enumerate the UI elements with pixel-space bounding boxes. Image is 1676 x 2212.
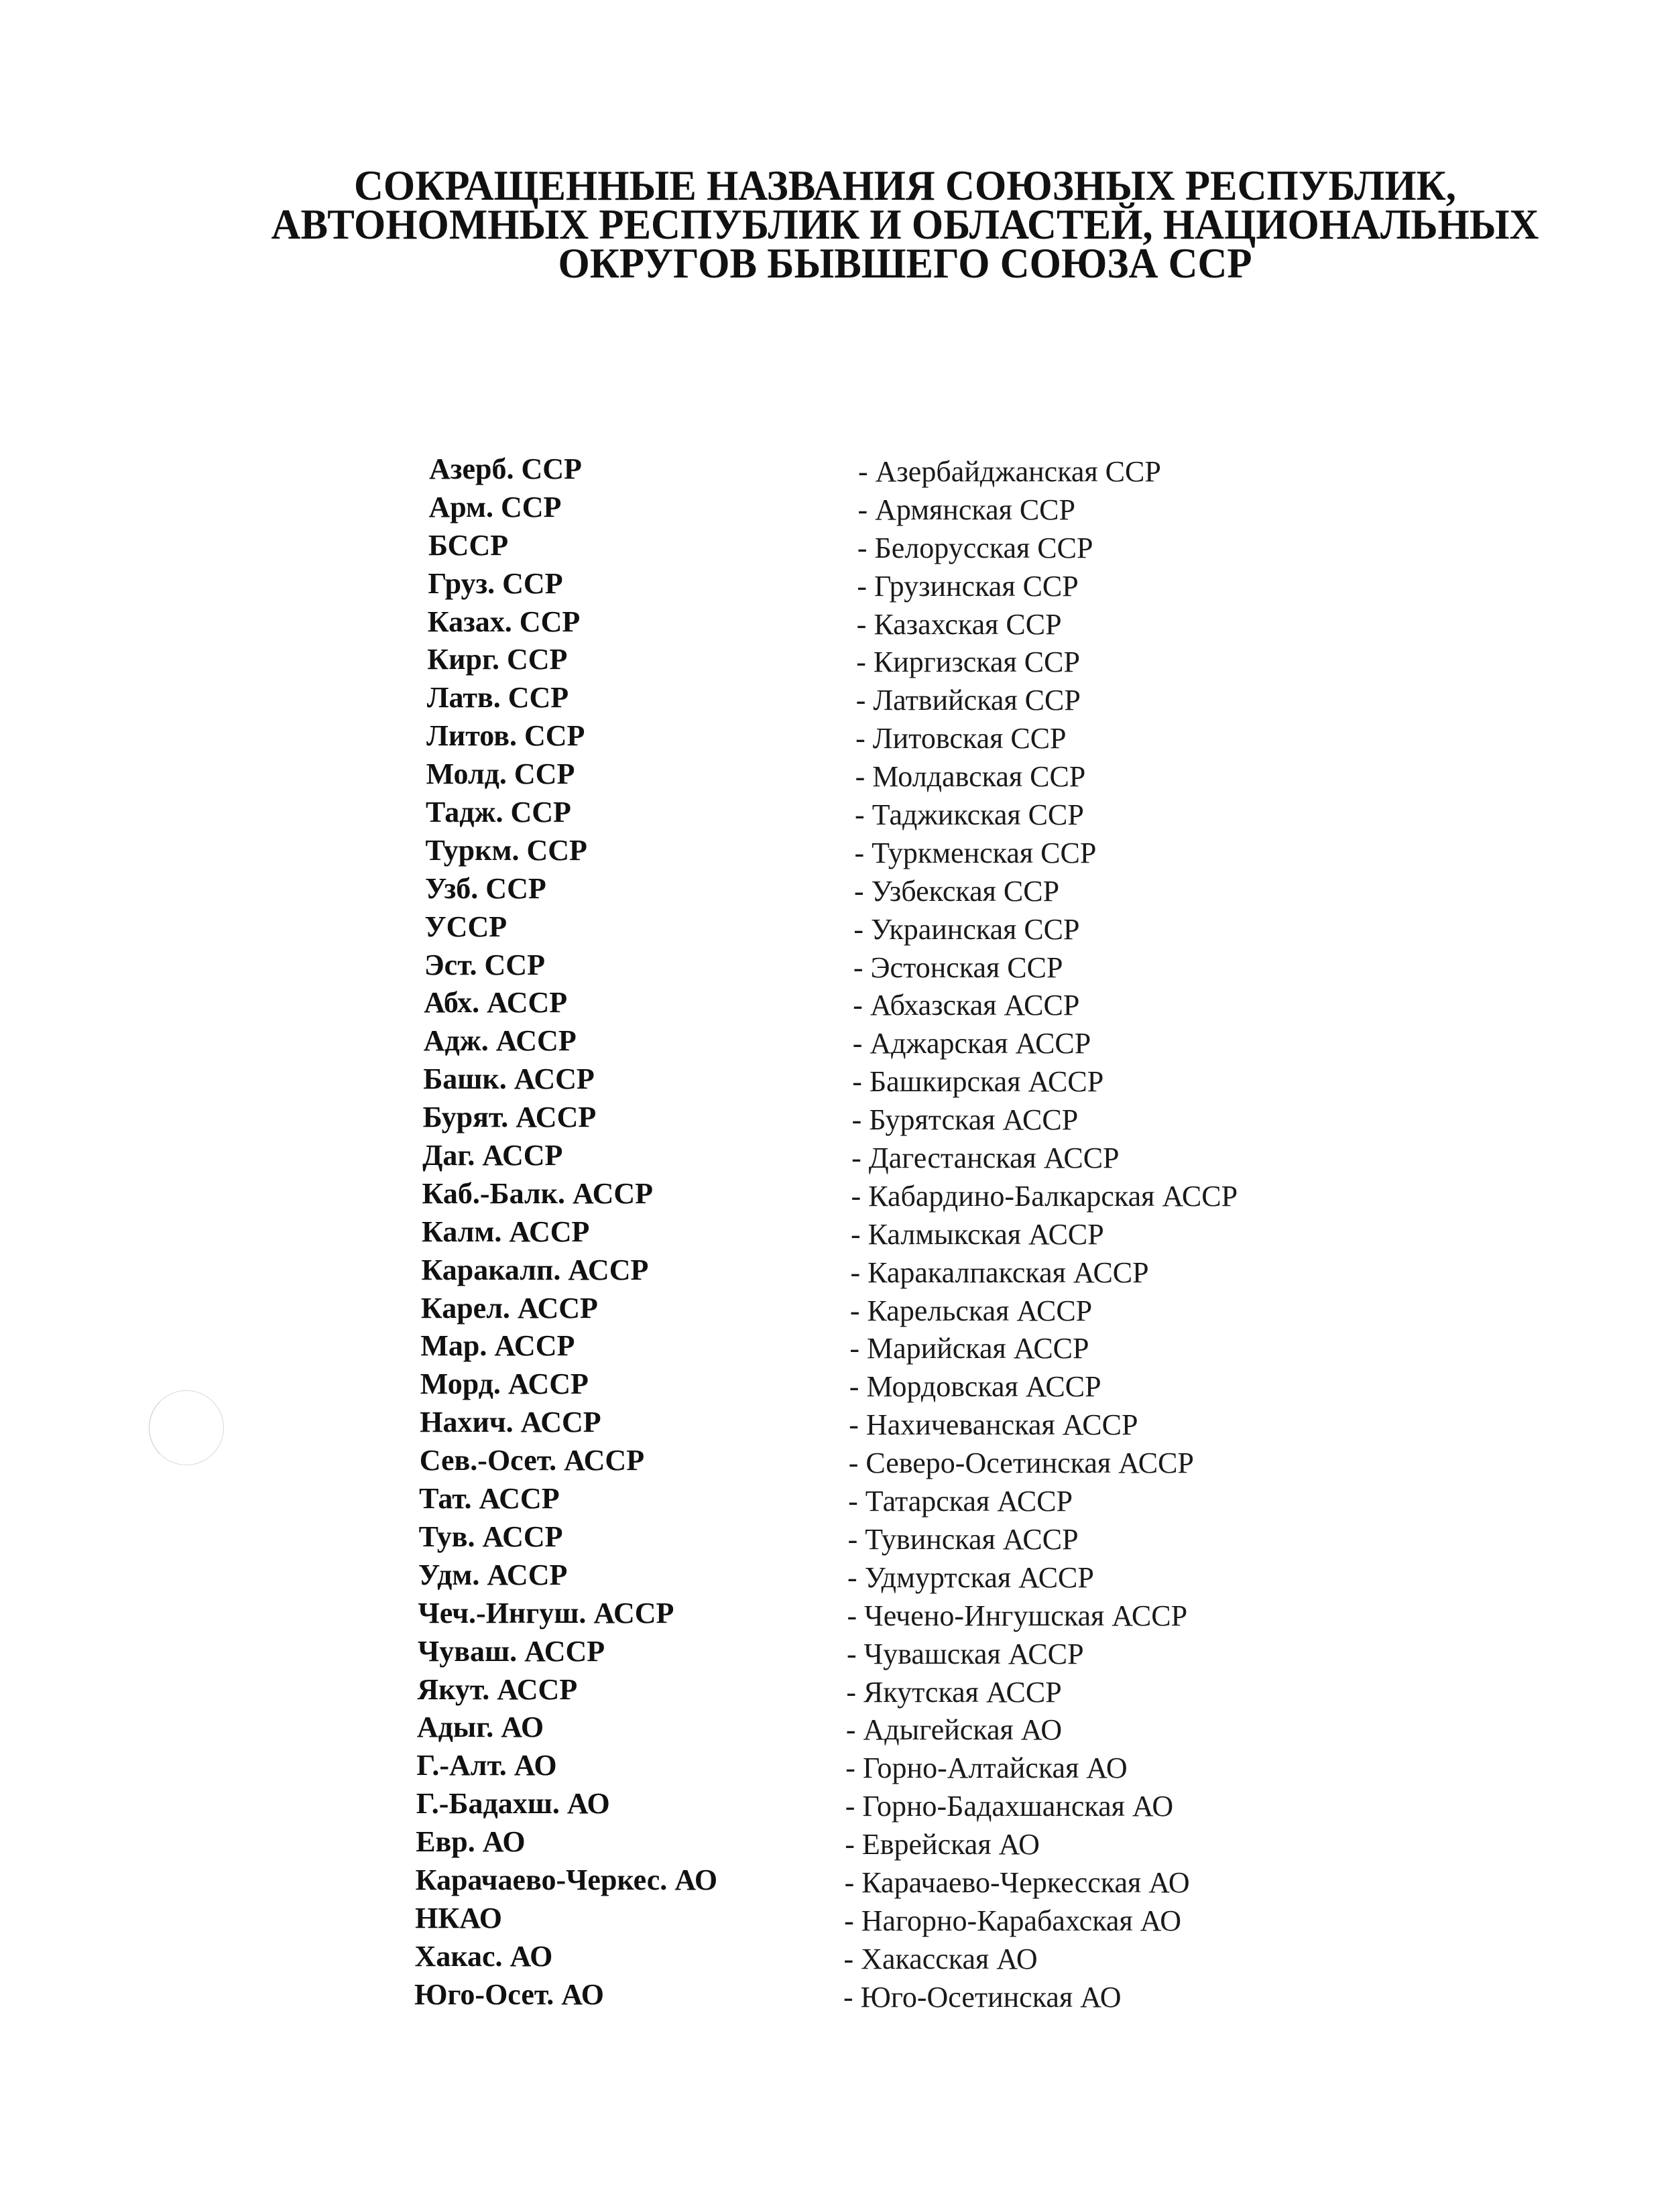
abbreviation: Молд. ССР [426, 757, 575, 791]
list-item [0, 1290, 1676, 1328]
abbreviation: Адыг. АО [416, 1711, 544, 1744]
abbreviation-list [0, 450, 1676, 2014]
full-name: - Молдавская ССР [855, 760, 1086, 794]
list-item [0, 527, 1676, 565]
full-name: - Киргизская ССР [856, 646, 1080, 679]
list-item [0, 603, 1676, 641]
abbreviation: Тат. АССР [419, 1482, 560, 1516]
full-name: - Абхазская АССР [853, 989, 1080, 1022]
full-name: - Таджикская ССР [855, 798, 1084, 832]
list-item [0, 1365, 1676, 1404]
abbreviation: БССР [428, 528, 509, 562]
abbreviation: Г.-Алт. АО [416, 1749, 557, 1782]
full-name: - Карачаево-Черкесская АО [844, 1865, 1190, 1899]
full-name: - Казахская ССР [856, 607, 1062, 641]
abbreviation: Каб.-Балк. АССР [422, 1176, 654, 1210]
abbreviation: Карачаево-Черкес. АО [415, 1863, 718, 1896]
list-item [0, 1900, 1676, 1938]
abbreviation: Кирг. ССР [427, 643, 568, 676]
full-name: - Белорусская ССР [857, 531, 1093, 564]
list-item [0, 1709, 1676, 1747]
list-item [0, 1518, 1676, 1556]
full-name: - Хакасская АО [843, 1942, 1038, 1975]
abbreviation: Каракалп. АССР [421, 1253, 649, 1286]
full-name: - Мордовская АССР [849, 1370, 1101, 1404]
list-item [0, 1137, 1676, 1175]
full-name: - Горно-Бадахшанская АО [845, 1790, 1174, 1823]
abbreviation: Башк. АССР [423, 1062, 595, 1096]
abbreviation: Удм. АССР [418, 1558, 568, 1591]
list-item [0, 489, 1676, 527]
list-item [0, 908, 1676, 946]
list-item [0, 1861, 1676, 1900]
list-item [0, 565, 1676, 603]
full-name: - Нахичеванская АССР [849, 1408, 1138, 1442]
abbreviation: Юго-Осет. АО [414, 1977, 605, 2011]
full-name: - Юго-Осетинская АО [843, 1980, 1122, 2014]
full-name: - Украинская ССР [853, 912, 1080, 946]
list-item [0, 717, 1676, 755]
full-name: - Нагорно-Карабахская АО [844, 1904, 1182, 1937]
abbreviation: Чеч.-Ингуш. АССР [418, 1596, 674, 1630]
full-name: - Чечено-Ингушская АССР [847, 1599, 1188, 1632]
full-name: - Башкирская АССР [852, 1065, 1104, 1099]
abbreviation: Сев.-Осет. АССР [419, 1444, 645, 1477]
title-line-1: СОКРАЩЕННЫЕ НАЗВАНИЯ СОЮЗНЫХ РЕСПУБЛИК, [354, 162, 1456, 209]
full-name: - Еврейская АО [845, 1828, 1040, 1861]
full-name: - Грузинская ССР [857, 569, 1079, 603]
full-name: - Северо-Осетинская АССР [848, 1447, 1194, 1480]
list-item [0, 679, 1676, 717]
abbreviation: Азерб. ССР [429, 452, 582, 485]
list-item [0, 1022, 1676, 1060]
title-line-2: АВТОНОМНЫХ РЕСПУБЛИК И ОБЛАСТЕЙ, НАЦИОНАЛЬНЫХ [271, 200, 1539, 248]
full-name: - Горно-Алтайская АО [845, 1752, 1128, 1785]
list-item [0, 1060, 1676, 1099]
full-name: - Удмуртская АССР [847, 1560, 1094, 1594]
full-name: - Карельская АССР [849, 1294, 1093, 1327]
full-name: - Марийская АССР [849, 1332, 1089, 1365]
full-name: - Туркменская ССР [854, 836, 1097, 869]
abbreviation: Тадж. ССР [426, 796, 571, 829]
list-item [0, 1251, 1676, 1290]
list-item [0, 1747, 1676, 1785]
list-item [0, 1823, 1676, 1861]
abbreviation: Тув. АССР [418, 1520, 563, 1553]
full-name: - Татарская АССР [848, 1485, 1073, 1518]
full-name: - Бурятская АССР [851, 1103, 1079, 1137]
abbreviation: Чуваш. АССР [417, 1634, 605, 1668]
list-item [0, 1327, 1676, 1365]
full-name: - Каракалпакская АССР [850, 1255, 1149, 1289]
full-name: - Литовская ССР [855, 722, 1067, 755]
abbreviation: Хакас. АО [414, 1939, 553, 1973]
list-item [0, 1785, 1676, 1823]
list-item [0, 1404, 1676, 1442]
abbreviation: Латв. ССР [426, 681, 569, 715]
full-name: - Аджарская АССР [852, 1027, 1091, 1060]
abbreviation: Эст. ССР [424, 948, 545, 981]
abbreviation: Якут. АССР [417, 1672, 578, 1706]
abbreviation: Адж. АССР [423, 1024, 577, 1058]
list-item [0, 946, 1676, 985]
list-item [0, 1938, 1676, 1976]
full-name: - Узбекская ССР [853, 874, 1060, 908]
abbreviation: Морд. АССР [420, 1367, 589, 1401]
abbreviation: Нахич. АССР [420, 1406, 601, 1439]
abbreviation: Бурят. АССР [422, 1101, 597, 1134]
list-item [0, 984, 1676, 1022]
abbreviation: Абх. АССР [424, 986, 568, 1020]
full-name: - Дагестанская АССР [851, 1142, 1120, 1175]
full-name: - Адыгейская АО [845, 1713, 1063, 1747]
list-item [0, 1175, 1676, 1213]
list-item [0, 641, 1676, 679]
list-item [0, 450, 1676, 489]
abbreviation: Литов. ССР [426, 719, 585, 753]
list-item [0, 1099, 1676, 1137]
list-item [0, 1633, 1676, 1671]
abbreviation: Мар. АССР [420, 1329, 575, 1363]
full-name: - Калмыкская АССР [851, 1217, 1104, 1251]
list-item [0, 1442, 1676, 1480]
list-item [0, 1213, 1676, 1251]
abbreviation: УССР [424, 910, 507, 943]
abbreviation: Г.-Бадахш. АО [416, 1787, 610, 1821]
list-item [0, 870, 1676, 908]
abbreviation: Калм. АССР [422, 1215, 590, 1248]
abbreviation: Карел. АССР [420, 1291, 598, 1325]
abbreviation: Казах. ССР [427, 605, 581, 638]
abbreviation: НКАО [415, 1901, 503, 1934]
abbreviation: Груз. ССР [428, 566, 563, 600]
full-name: - Чувашская АССР [846, 1637, 1084, 1670]
list-item [0, 1595, 1676, 1633]
list-item [0, 1556, 1676, 1595]
list-item [0, 794, 1676, 832]
list-item [0, 1480, 1676, 1518]
list-item [0, 755, 1676, 794]
list-item [0, 1671, 1676, 1709]
abbreviation: Евр. АО [416, 1825, 526, 1859]
title-line-3: ОКРУГОВ БЫВШЕГО СОЮЗА ССР [558, 239, 1252, 287]
abbreviation: Арм. ССР [428, 490, 562, 524]
full-name: - Кабардино-Балкарская АССР [851, 1179, 1238, 1213]
list-item [0, 1976, 1676, 2014]
page-title [204, 162, 1606, 287]
abbreviation: Туркм. ССР [425, 833, 587, 867]
full-name: - Якутская АССР [846, 1675, 1062, 1709]
abbreviation: Даг. АССР [422, 1139, 563, 1172]
full-name: - Эстонская ССР [853, 950, 1063, 984]
full-name: - Азербайджанская ССР [858, 455, 1161, 488]
full-name: - Тувинская АССР [847, 1522, 1079, 1556]
full-name: - Латвийская ССР [855, 684, 1081, 717]
list-item [0, 832, 1676, 870]
abbreviation: Узб. ССР [424, 871, 546, 905]
full-name: - Армянская ССР [857, 493, 1076, 526]
